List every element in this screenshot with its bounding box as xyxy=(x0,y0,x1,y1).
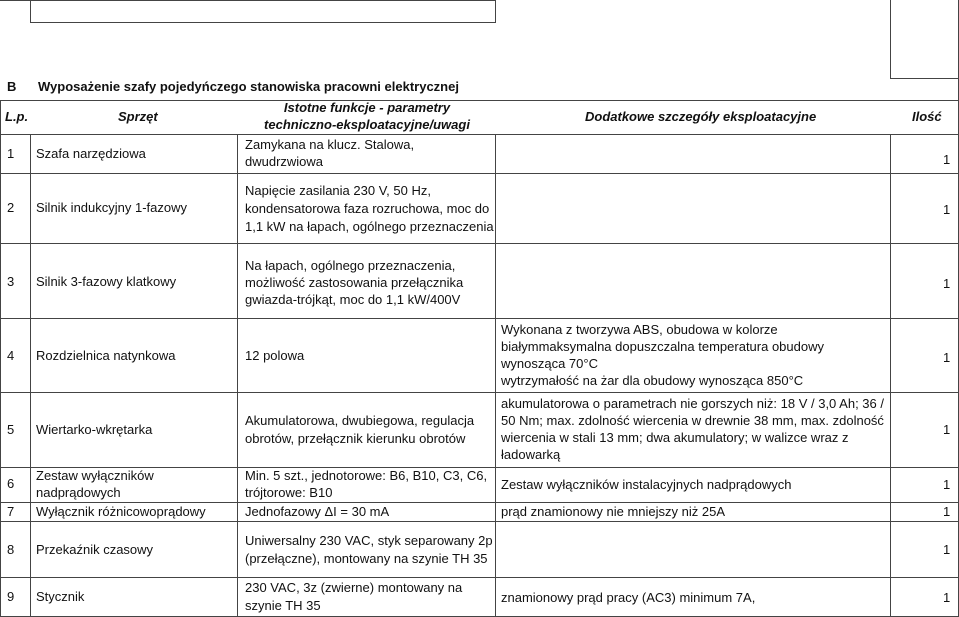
row-5-details-4: ładowarką xyxy=(501,447,561,462)
row-7-name: Wyłącznik różnicowoprądowy xyxy=(36,504,206,519)
header-details: Dodatkowe szczegóły eksploatacyjne xyxy=(585,109,817,124)
row-8-name: Przekaźnik czasowy xyxy=(36,542,154,557)
row-5-details-2: 50 Nm; max. zdolność wiercenia w drewnie 38 mm, max. zdolność xyxy=(501,413,884,428)
row-3-lp: 3 xyxy=(7,274,15,289)
row-6-name-2: nadprądowych xyxy=(36,485,121,500)
header-bottom-line xyxy=(0,134,959,135)
row-line-1 xyxy=(0,173,959,174)
row-3-func-2: możliwość zastosowania przełącznika xyxy=(245,275,464,290)
row-line-8 xyxy=(0,577,959,578)
header-quantity: Ilość xyxy=(912,109,942,124)
header-lp: L.p. xyxy=(5,109,29,124)
row-4-details-3: wynosząca 70°C xyxy=(501,356,598,371)
row-line-3 xyxy=(0,318,959,319)
row-1-func-2: dwudrzwiowa xyxy=(245,154,324,169)
row-1-qty: 1 xyxy=(943,152,951,167)
row-5-details-3: wiercenia w stali 13 mm; dwa akumulatory; w walizce wraz z xyxy=(501,430,849,445)
col-line-0 xyxy=(0,100,1,617)
row-7-func-1: Jednofazowy ΔI = 30 mA xyxy=(245,504,390,519)
row-8-qty: 1 xyxy=(943,542,951,557)
header-functions-line1: Istotne funkcje - parametry xyxy=(283,100,451,115)
row-4-qty: 1 xyxy=(943,350,951,365)
header-equipment: Sprzęt xyxy=(118,109,158,124)
row-6-lp: 6 xyxy=(7,476,15,491)
row-8-func-2: (przełączne), montowany na szynie TH 35 xyxy=(245,551,488,566)
row-2-func-2: kondensatorowa faza rozruchowa, moc do xyxy=(245,201,490,216)
row-2-func-1: Napięcie zasilania 230 V, 50 Hz, xyxy=(245,183,431,198)
row-9-details-1: znamionowy prąd pracy (AC3) minimum 7A, xyxy=(501,590,756,605)
row-9-func-2: szynie TH 35 xyxy=(245,598,321,613)
row-7-details-1: prąd znamionowy nie mniejszy niż 25A xyxy=(501,504,725,519)
row-1-name: Szafa narzędziowa xyxy=(36,146,146,161)
section-letter: B xyxy=(7,79,17,94)
top-cell-bottom xyxy=(30,22,496,23)
row-9-lp: 9 xyxy=(7,589,15,604)
row-4-details-2: białymmaksymalna dopuszczalna temperatura obudowy xyxy=(501,339,824,354)
row-3-qty: 1 xyxy=(943,276,951,291)
col-line-details xyxy=(890,134,891,617)
top-left-divider xyxy=(30,0,31,22)
row-3-name: Silnik 3-fazowy klatkowy xyxy=(36,274,177,289)
row-3-func-3: gwiazda-trójkąt, moc do 1,1 kW/400V xyxy=(245,292,461,307)
row-8-lp: 8 xyxy=(7,542,15,557)
row-2-qty: 1 xyxy=(943,202,951,217)
row-2-lp: 2 xyxy=(7,200,15,215)
row-5-func-1: Akumulatorowa, dwubiegowa, regulacja xyxy=(245,413,475,428)
row-9-func-1: 230 VAC, 3z (zwierne) montowany na xyxy=(245,580,463,595)
top-divider xyxy=(495,0,496,22)
top-right-divider xyxy=(890,0,891,78)
row-9-qty: 1 xyxy=(943,590,951,605)
col-line-func xyxy=(495,134,496,617)
section-title: Wyposażenie szafy pojedyńczego stanowiska pracowni elektrycznej xyxy=(38,79,459,94)
row-line-6 xyxy=(0,502,959,503)
row-6-qty: 1 xyxy=(943,477,951,492)
row-2-func-3: 1,1 kW na łapach, ogólnego przeznaczenia xyxy=(245,219,494,234)
row-line-7 xyxy=(0,521,959,522)
row-4-details-1: Wykonana z tworzywa ABS, obudowa w kolorze xyxy=(501,322,778,337)
row-6-func-2: trójtorowe: B10 xyxy=(245,485,333,500)
row-7-qty: 1 xyxy=(943,504,951,519)
col-line-lp xyxy=(30,134,31,617)
header-functions-line2: techniczno-eksploatacyjne/uwagi xyxy=(264,117,470,132)
qty-top-border xyxy=(890,78,959,79)
row-9-name: Stycznik xyxy=(36,589,85,604)
row-5-details-1: akumulatorowa o parametrach nie gorszych niż: 18 V / 3,0 Ah; 36 / xyxy=(501,396,884,411)
row-8-func-1: Uniwersalny 230 VAC, styk separowany 2p xyxy=(245,533,493,548)
top-border xyxy=(0,0,495,1)
row-line-2 xyxy=(0,243,959,244)
row-5-qty: 1 xyxy=(943,422,951,437)
row-5-name: Wiertarko-wkrętarka xyxy=(36,422,153,437)
row-5-func-2: obrotów, przełącznik kierunku obrotów xyxy=(245,431,466,446)
row-4-name: Rozdzielnica natynkowa xyxy=(36,348,176,363)
row-2-name: Silnik indukcyjny 1-fazowy xyxy=(36,200,188,215)
row-3-func-1: Na łapach, ogólnego przeznaczenia, xyxy=(245,258,456,273)
row-6-details-1: Zestaw wyłączników instalacyjnych nadprądowych xyxy=(501,477,792,492)
row-1-lp: 1 xyxy=(7,146,15,161)
row-4-func-1: 12 polowa xyxy=(245,348,305,363)
row-6-func-1: Min. 5 szt., jednotorowe: B6, B10, C3, C6, xyxy=(245,468,488,483)
row-1-func-1: Zamykana na klucz. Stalowa, xyxy=(245,137,415,152)
row-6-name-1: Zestaw wyłączników xyxy=(36,468,154,483)
row-4-details-4: wytrzymałość na żar dla obudowy wynosząca 850°C xyxy=(501,373,804,388)
row-5-lp: 5 xyxy=(7,422,15,437)
col-line-name xyxy=(237,134,238,617)
row-4-lp: 4 xyxy=(7,348,15,363)
row-7-lp: 7 xyxy=(7,504,15,519)
row-line-4 xyxy=(0,392,959,393)
